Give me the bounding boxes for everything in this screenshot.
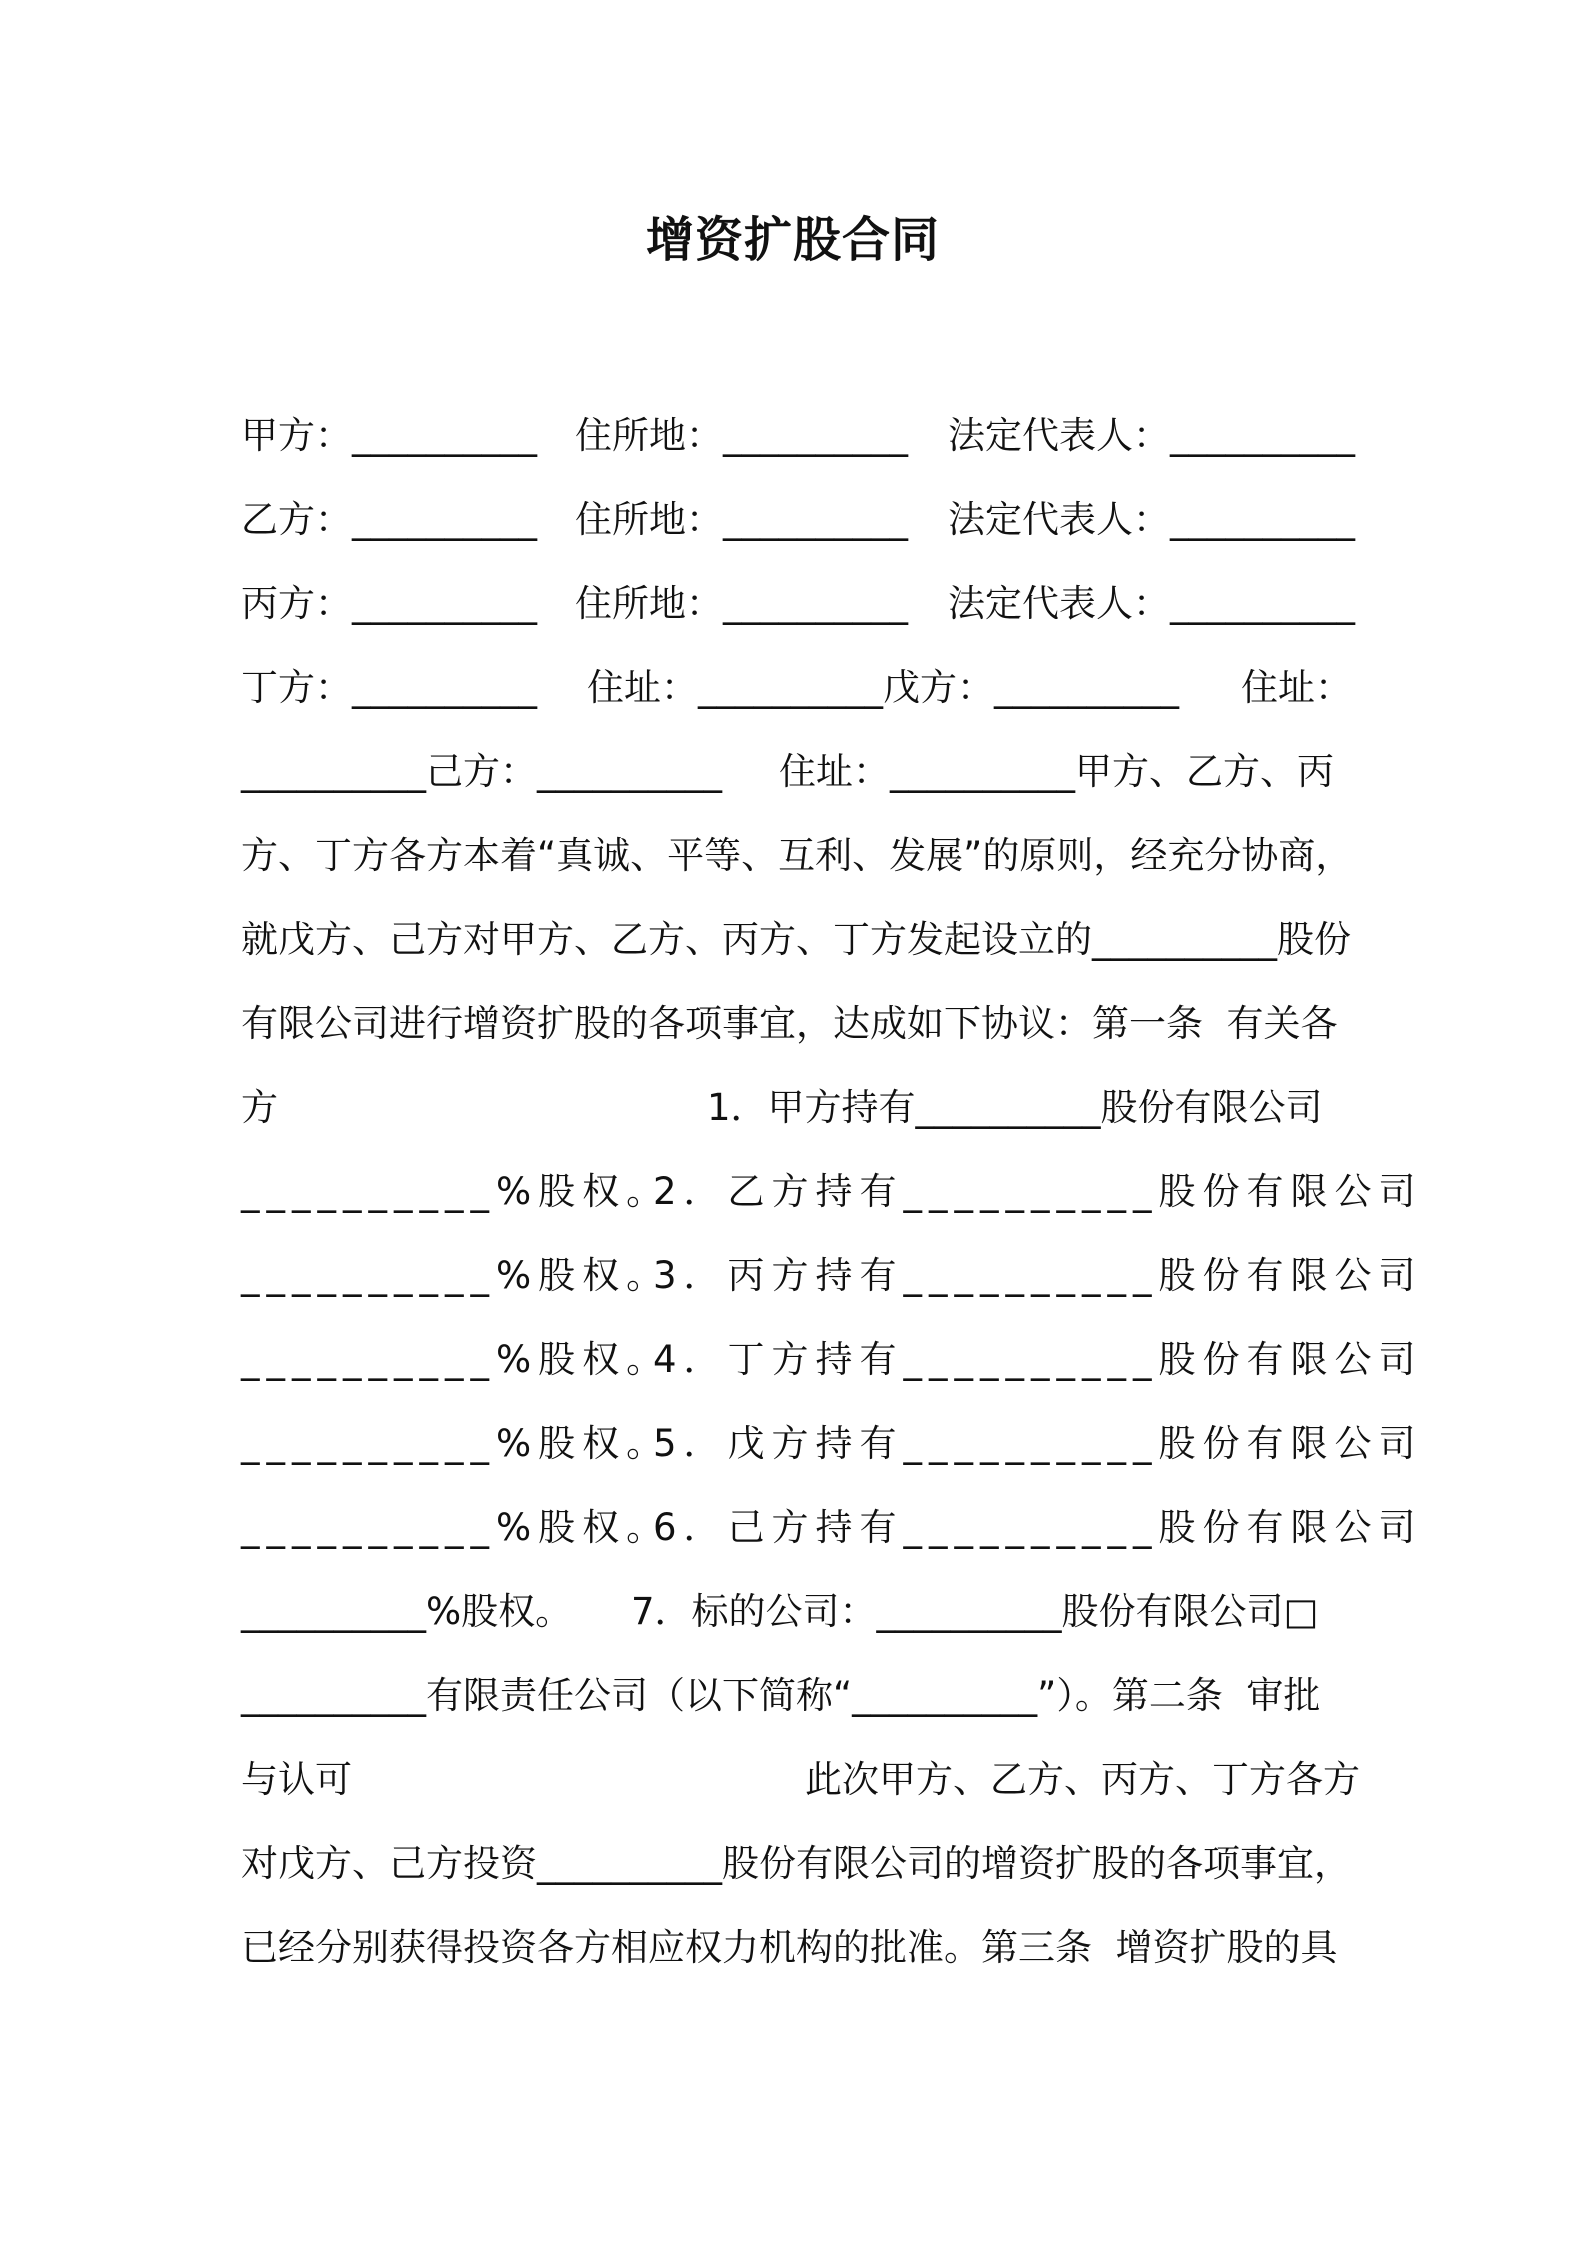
body-text: 就戊方、己方对甲方、乙方、丙方、丁方发起设立的__________股份 <box>241 918 1351 961</box>
party-line-bing <box>241 574 1355 634</box>
equity-percent: __________%股权。 <box>241 1338 671 1381</box>
shareholding-item-3: 3．丙方持有__________股份有限公司 <box>653 1254 1423 1297</box>
document-title: 增资扩股合同 <box>645 212 940 268</box>
equity-percent: __________%股权。 <box>241 1590 573 1633</box>
shareholding-line <box>241 1330 1423 1390</box>
shareholding-line <box>241 1414 1423 1474</box>
party-line-ji <box>241 742 1351 802</box>
body-line <box>241 1666 1351 1726</box>
shareholding-item-5: 5．戊方持有__________股份有限公司 <box>653 1422 1423 1465</box>
shareholding-line <box>241 1246 1423 1306</box>
party-line-ding-wu <box>241 658 1351 718</box>
body-text: 有限公司进行增资扩股的各项事宜，达成如下协议：第一条 有关各 <box>241 1002 1338 1045</box>
party-address-ji: 住址：__________甲方、乙方、丙 <box>779 750 1334 793</box>
shareholding-line <box>241 1162 1423 1222</box>
party-address-jia: 住所地：__________ <box>575 414 908 457</box>
body-line <box>241 826 1351 886</box>
body-line <box>241 1918 1351 1978</box>
party-address-yi: 住所地：__________ <box>575 498 908 541</box>
body-text: 方 <box>241 1086 278 1129</box>
body-line <box>241 1750 1360 1810</box>
equity-percent: __________%股权。 <box>241 1254 671 1297</box>
shareholding-item-2: 2．乙方持有__________股份有限公司 <box>653 1170 1423 1213</box>
body-text: 方、丁方各方本着“真诚、平等、互利、发展”的原则，经充分协商， <box>241 834 1353 877</box>
body-line <box>241 1834 1351 1894</box>
shareholding-item-1: 1．甲方持有__________股份有限公司 <box>707 1086 1323 1129</box>
party-rep-bing: 法定代表人：__________ <box>948 582 1355 625</box>
body-line <box>241 910 1351 970</box>
equity-percent: __________%股权。 <box>241 1422 671 1465</box>
body-text: 已经分别获得投资各方相应权力机构的批准。第三条 增资扩股的具 <box>241 1926 1338 1969</box>
body-text: 与认可 <box>241 1758 352 1801</box>
party-line-jia <box>241 406 1355 466</box>
body-text: 此次甲方、乙方、丙方、丁方各方 <box>805 1758 1360 1801</box>
target-company: 7．标的公司：__________股份有限公司□ <box>631 1590 1319 1633</box>
body-text: 对戊方、己方投资__________股份有限公司的增资扩股的各项事宜， <box>241 1842 1351 1885</box>
party-name-bing: 丙方：__________ <box>241 582 537 625</box>
party-name-yi: 乙方：__________ <box>241 498 537 541</box>
equity-percent: __________%股权。 <box>241 1170 671 1213</box>
party-rep-yi: 法定代表人：__________ <box>948 498 1355 541</box>
shareholding-line <box>241 1582 1351 1642</box>
body-line <box>241 1078 1351 1138</box>
party-line-yi <box>241 490 1355 550</box>
party-rep-jia: 法定代表人：__________ <box>948 414 1355 457</box>
shareholding-item-4: 4．丁方持有__________股份有限公司 <box>653 1338 1423 1381</box>
party-name-jia: 甲方：__________ <box>241 414 537 457</box>
party-address-bing: 住所地：__________ <box>575 582 908 625</box>
party-name-ji: __________己方：__________ <box>241 750 722 793</box>
equity-percent: __________%股权。 <box>241 1506 671 1549</box>
party-address-wu: 住址： <box>1241 666 1352 709</box>
party-name-ding: 丁方：__________ <box>241 666 537 709</box>
body-line <box>241 994 1351 1054</box>
body-text: __________有限责任公司（以下简称“__________”）。第二条 审批 <box>241 1674 1321 1717</box>
shareholding-line <box>241 1498 1423 1558</box>
shareholding-item-6: 6．己方持有__________股份有限公司 <box>653 1506 1423 1549</box>
party-address-ding-and-wu: 住址：__________戊方：__________ <box>587 666 1179 709</box>
